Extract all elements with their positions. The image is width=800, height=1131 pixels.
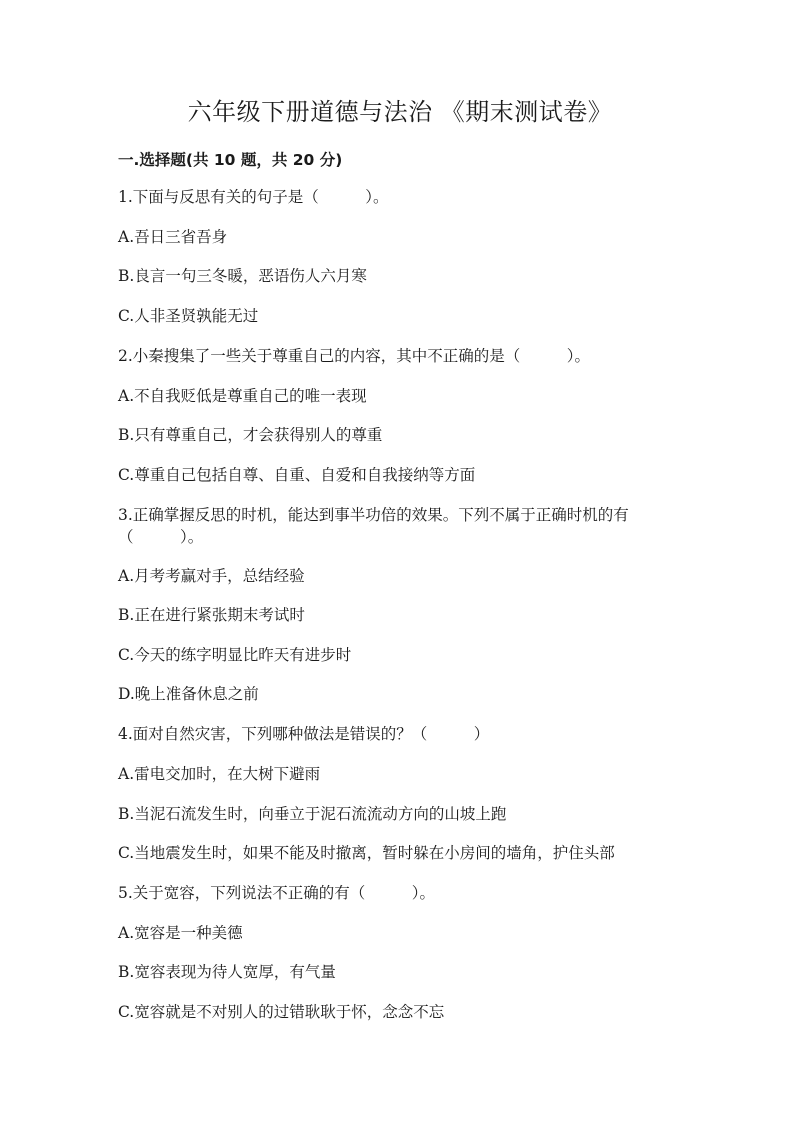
question-1: 1.下面与反思有关的句子是（ ）。 — [118, 188, 389, 206]
question-4: 4.面对自然灾害，下列哪种做法是错误的？（ ） — [118, 725, 490, 743]
question-3-option-d: D.晚上准备休息之前 — [118, 685, 259, 703]
section-heading: 一.选择题(共 10 题，共 20 分) — [118, 151, 343, 169]
question-2-option-c: C.尊重自己包括自尊、自重、自爱和自我接纳等方面 — [118, 466, 476, 484]
question-3-option-a: A.月考考赢对手，总结经验 — [118, 567, 305, 585]
question-5: 5.关于宽容，下列说法不正确的有（ ）。 — [118, 884, 436, 902]
question-3: 3.正确掌握反思的时机，能达到事半功倍的效果。下列不属于正确时机的有（ ）。 — [118, 506, 629, 546]
question-5-option-c: C.宽容就是不对别人的过错耿耿于怀，念念不忘 — [118, 1003, 445, 1021]
question-1-option-a: A.吾日三省吾身 — [118, 228, 228, 246]
page-title: 六年级下册道德与法治 《期末测试卷》 — [187, 98, 613, 126]
question-5-option-b: B.宽容表现为待人宽厚，有气量 — [118, 963, 336, 981]
question-1-option-c: C.人非圣贤孰能无过 — [118, 307, 259, 325]
question-2-option-b: B.只有尊重自己，才会获得别人的尊重 — [118, 426, 383, 444]
question-4-option-a: A.雷电交加时，在大树下避雨 — [118, 765, 321, 783]
question-5-option-a: A.宽容是一种美德 — [118, 924, 243, 942]
question-3-option-c: C.今天的练字明显比昨天有进步时 — [118, 646, 352, 664]
question-3-option-b: B.正在进行紧张期末考试时 — [118, 606, 305, 624]
question-1-option-b: B.良言一句三冬暖，恶语伤人六月寒 — [118, 267, 367, 285]
question-4-option-c: C.当地震发生时，如果不能及时撤离，暂时躲在小房间的墙角，护住头部 — [118, 844, 615, 862]
question-4-option-b: B.当泥石流发生时，向垂立于泥石流流动方向的山坡上跑 — [118, 805, 507, 823]
question-2-option-a: A.不自我贬低是尊重自己的唯一表现 — [118, 387, 367, 405]
question-2: 2.小秦搜集了一些关于尊重自己的内容，其中不正确的是（ ）。 — [118, 347, 591, 365]
